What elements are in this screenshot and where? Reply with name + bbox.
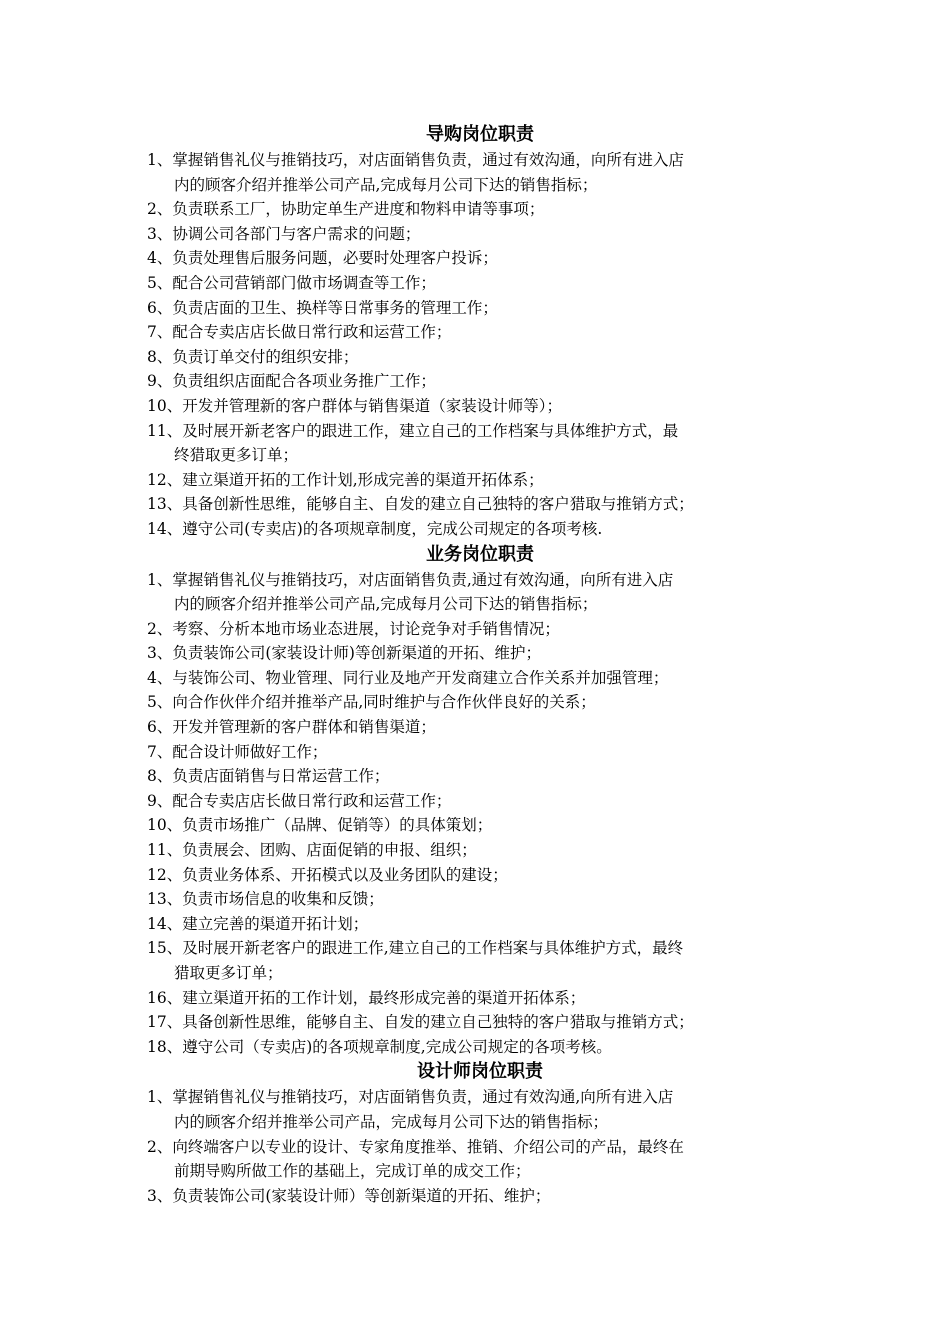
item-number: 18、 bbox=[147, 1037, 183, 1056]
list-item bbox=[147, 936, 813, 985]
list-item bbox=[147, 641, 813, 666]
item-text: 掌握销售礼仪与推销技巧，对店面销售负责，通过有效沟通，向所有进入店 bbox=[172, 151, 684, 169]
item-text: 负责组织店面配合各项业务推广工作； bbox=[172, 372, 436, 391]
item-number: 10、 bbox=[147, 816, 183, 835]
list-item bbox=[147, 912, 813, 937]
item-number: 2、 bbox=[147, 1137, 173, 1156]
list-item bbox=[147, 764, 813, 789]
item-text: 负责处理售后服务问题，必要时处理客户投诉； bbox=[172, 249, 498, 268]
item-text: 负责装饰公司(家装设计师)等创新渠道的开拓、维护； bbox=[172, 644, 541, 663]
item-text: 负责店面的卫生、换样等日常事务的管理工作； bbox=[172, 298, 498, 317]
list-item bbox=[147, 986, 813, 1011]
item-number: 17、 bbox=[147, 1013, 183, 1032]
item-number: 7、 bbox=[147, 323, 173, 342]
item-number: 8、 bbox=[147, 767, 173, 786]
item-text: 负责装饰公司(家装设计师）等创新渠道的开拓、维护； bbox=[172, 1186, 551, 1205]
item-text: 及时展开新老客户的跟进工作，建立自己的工作档案与具体维护方式，最 bbox=[182, 421, 679, 440]
item-number: 7、 bbox=[147, 742, 173, 761]
item-number: 9、 bbox=[147, 372, 173, 391]
item-text: 掌握销售礼仪与推销技巧，对店面销售负责,通过有效沟通，向所有进入店 bbox=[172, 570, 674, 589]
list-item bbox=[147, 863, 813, 888]
list-item bbox=[147, 492, 813, 517]
list-item bbox=[147, 468, 813, 493]
item-text-continued: 内的顾客介绍并推举公司产品,完成每月公司下达的销售指标； bbox=[174, 175, 598, 194]
item-text: 负责订单交付的组织安排； bbox=[172, 347, 359, 366]
section-sales-guide bbox=[147, 122, 813, 542]
item-text: 负责店面销售与日常运营工作； bbox=[172, 767, 390, 786]
item-text: 负责展会、团购、店面促销的申报、组织； bbox=[182, 841, 477, 860]
item-text: 建立渠道开拓的工作计划,形成完善的渠道开拓体系； bbox=[182, 470, 544, 489]
item-text: 配合设计师做好工作； bbox=[172, 742, 328, 761]
item-number: 16、 bbox=[147, 988, 183, 1007]
item-number: 11、 bbox=[147, 421, 183, 440]
list-item bbox=[147, 813, 813, 838]
item-text: 遵守公司(专卖店)的各项规章制度，完成公司规定的各项考核. bbox=[182, 519, 603, 538]
document-page bbox=[147, 122, 813, 1208]
item-text: 配合专卖店店长做日常行政和运营工作； bbox=[172, 791, 452, 810]
item-number: 5、 bbox=[147, 693, 173, 712]
item-number: 3、 bbox=[147, 644, 173, 663]
list-item bbox=[147, 1085, 813, 1134]
item-text: 向合作伙伴介绍并推举产品,同时维护与合作伙伴良好的关系； bbox=[172, 693, 596, 712]
list-item bbox=[147, 369, 813, 394]
list-item bbox=[147, 568, 813, 617]
item-number: 8、 bbox=[147, 347, 173, 366]
item-number: 12、 bbox=[147, 865, 183, 884]
item-text-continued: 猎取更多订单； bbox=[174, 964, 283, 982]
item-number: 1、 bbox=[147, 570, 173, 589]
item-number: 2、 bbox=[147, 619, 173, 638]
list-item bbox=[147, 222, 813, 247]
list-item bbox=[147, 148, 813, 197]
item-text: 考察、分析本地市场业态进展，讨论竞争对手销售情况； bbox=[172, 619, 560, 638]
item-text: 与装饰公司、物业管理、同行业及地产开发商建立合作关系并加强管理； bbox=[172, 668, 669, 687]
list-item bbox=[147, 517, 813, 542]
section-business bbox=[147, 542, 813, 1060]
item-text: 协调公司各部门与客户需求的问题； bbox=[172, 224, 421, 243]
list-item bbox=[147, 690, 813, 715]
item-number: 6、 bbox=[147, 718, 173, 737]
list-item bbox=[147, 246, 813, 271]
item-number: 6、 bbox=[147, 298, 173, 317]
item-text: 开发并管理新的客户群体与销售渠道（家装设计师等）； bbox=[182, 396, 562, 415]
item-number: 3、 bbox=[147, 224, 173, 243]
item-number: 2、 bbox=[147, 200, 173, 219]
list-item bbox=[147, 296, 813, 321]
section-title: 设计师岗位职责 bbox=[417, 1061, 543, 1083]
item-text: 负责业务体系、开拓模式以及业务团队的建设； bbox=[182, 865, 508, 884]
item-number: 4、 bbox=[147, 249, 173, 268]
list-item bbox=[147, 1035, 813, 1060]
item-text: 向终端客户以专业的设计、专家角度推举、推销、介绍公司的产品，最终在 bbox=[172, 1137, 684, 1156]
list-item bbox=[147, 887, 813, 912]
item-number: 11、 bbox=[147, 841, 183, 860]
item-number: 13、 bbox=[147, 495, 183, 514]
list-item bbox=[147, 617, 813, 642]
list-item bbox=[147, 1184, 813, 1209]
item-number: 14、 bbox=[147, 914, 183, 933]
list-item bbox=[147, 666, 813, 691]
list-item bbox=[147, 345, 813, 370]
item-text: 具备创新性思维，能够自主、自发的建立自己独特的客户猎取与推销方式； bbox=[182, 495, 694, 514]
item-number: 3、 bbox=[147, 1186, 173, 1205]
item-text: 掌握销售礼仪与推销技巧，对店面销售负责，通过有效沟通,向所有进入店 bbox=[172, 1088, 674, 1107]
list-item bbox=[147, 419, 813, 468]
item-number: 5、 bbox=[147, 273, 173, 292]
item-text: 负责市场推广（品牌、促销等）的具体策划； bbox=[182, 816, 493, 835]
item-text: 负责市场信息的收集和反馈； bbox=[182, 890, 384, 909]
item-number: 9、 bbox=[147, 791, 173, 810]
section-title: 业务岗位职责 bbox=[426, 543, 534, 565]
section-title: 导购岗位职责 bbox=[426, 124, 534, 145]
list-item bbox=[147, 394, 813, 419]
item-number: 12、 bbox=[147, 470, 183, 489]
list-item bbox=[147, 838, 813, 863]
section-designer bbox=[147, 1059, 813, 1208]
item-number: 4、 bbox=[147, 668, 173, 687]
item-number: 13、 bbox=[147, 890, 183, 909]
duty-list bbox=[147, 1085, 813, 1208]
item-text-continued: 终猎取更多订单； bbox=[174, 446, 299, 465]
list-item bbox=[147, 271, 813, 296]
list-item bbox=[147, 715, 813, 740]
list-item bbox=[147, 197, 813, 222]
list-item bbox=[147, 320, 813, 345]
list-item bbox=[147, 789, 813, 814]
item-number: 1、 bbox=[147, 1088, 173, 1107]
item-text: 开发并管理新的客户群体和销售渠道； bbox=[172, 718, 436, 737]
item-text: 配合专卖店店长做日常行政和运营工作； bbox=[172, 323, 452, 342]
item-text: 建立完善的渠道开拓计划； bbox=[182, 914, 369, 933]
item-text-continued: 前期导购所做工作的基础上，完成订单的成交工作； bbox=[174, 1162, 531, 1181]
duty-list bbox=[147, 568, 813, 1060]
list-item bbox=[147, 1010, 813, 1035]
item-number: 14、 bbox=[147, 519, 183, 538]
item-number: 15、 bbox=[147, 939, 183, 958]
list-item bbox=[147, 740, 813, 765]
list-item bbox=[147, 1135, 813, 1184]
item-text: 配合公司营销部门做市场调查等工作； bbox=[172, 273, 436, 292]
item-text: 负责联系工厂，协助定单生产进度和物料申请等事项； bbox=[172, 200, 545, 219]
item-text: 遵守公司（专卖店)的各项规章制度,完成公司规定的各项考核。 bbox=[182, 1037, 612, 1056]
item-number: 1、 bbox=[147, 151, 173, 169]
item-text-continued: 内的顾客介绍并推举公司产品,完成每月公司下达的销售指标； bbox=[174, 595, 598, 614]
item-number: 10、 bbox=[147, 396, 183, 415]
item-text: 及时展开新老客户的跟进工作,建立自己的工作档案与具体维护方式，最终 bbox=[182, 939, 684, 958]
duty-list bbox=[147, 148, 813, 542]
item-text: 具备创新性思维，能够自主、自发的建立自己独特的客户猎取与推销方式； bbox=[182, 1013, 694, 1032]
item-text-continued: 内的顾客介绍并推举公司产品，完成每月公司下达的销售指标； bbox=[174, 1112, 609, 1131]
item-text: 建立渠道开拓的工作计划，最终形成完善的渠道开拓体系； bbox=[182, 988, 586, 1007]
